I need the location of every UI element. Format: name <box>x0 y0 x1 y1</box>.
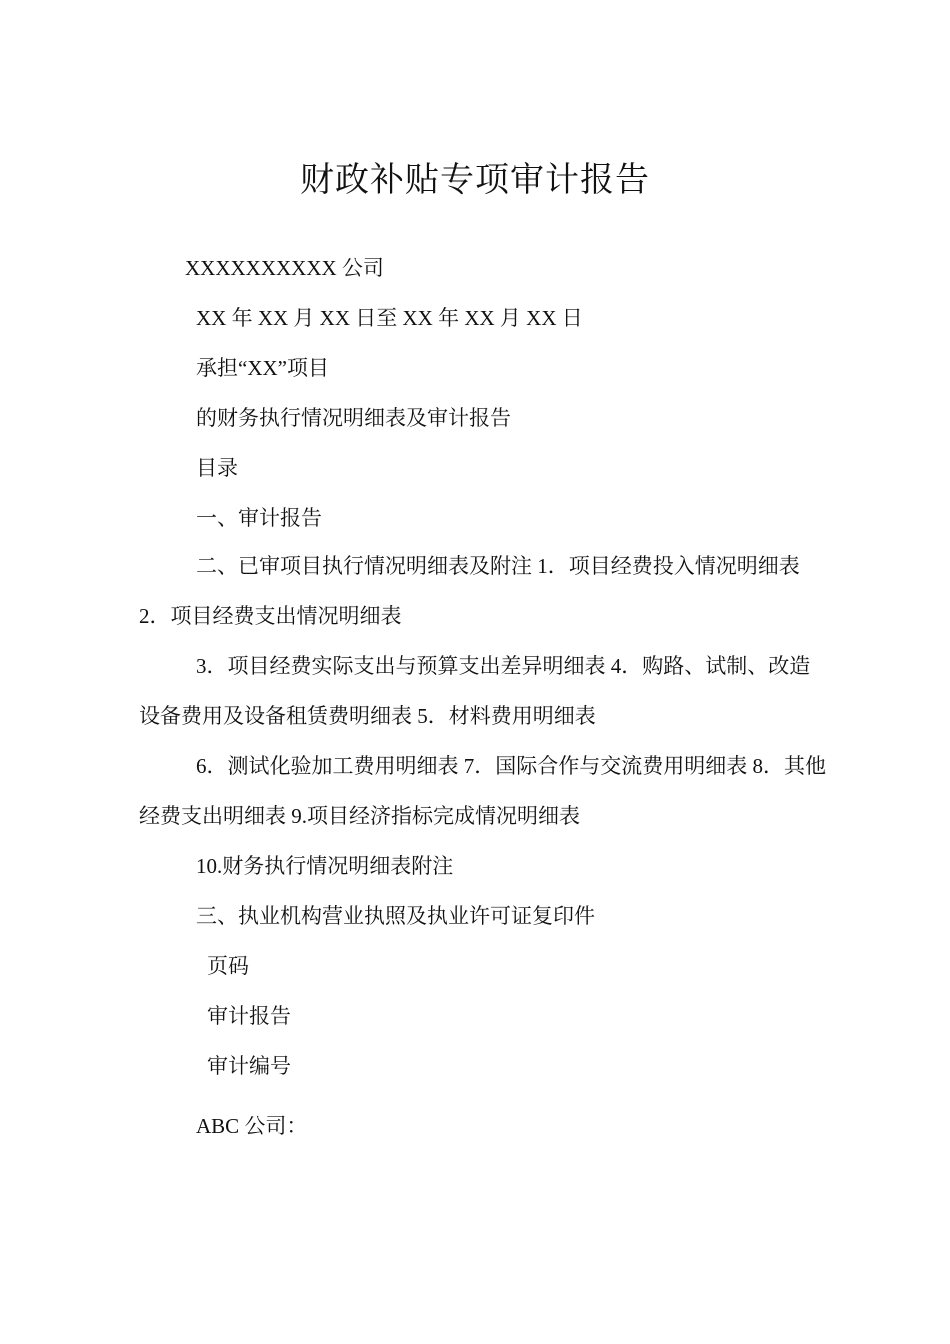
toc-item-audit-report: 一、审计报告 <box>196 506 322 530</box>
document-subtitle: 的财务执行情况明细表及审计报告 <box>196 406 511 430</box>
toc-item-schedules-continued-2: 6．测试化验加工费用明细表 7．国际合作与交流费用明细表 8．其他经费支出明细表 9.项目经济指标完成情况明细表 <box>139 754 826 828</box>
toc-item-schedules-continued: 3．项目经费实际支出与预算支出差异明细表 4．购路、试制、改造设备费用及设备租赁费明细表 5．材料费用明细表 <box>139 654 811 728</box>
audit-number-label: 审计编号 <box>207 1054 291 1078</box>
project-name: 承担“XX”项目 <box>196 356 329 380</box>
addressee: ABC 公司： <box>196 1114 308 1138</box>
toc-item-notes: 10.财务执行情况明细表附注 <box>196 854 454 878</box>
document-title: 财政补贴专项审计报告 <box>300 162 650 199</box>
company-name: XXXXXXXXXX 公司 <box>185 256 384 280</box>
page-number-label: 页码 <box>207 954 249 978</box>
audit-period: XX 年 XX 月 XX 日至 XX 年 XX 月 XX 日 <box>196 306 583 330</box>
audit-report-heading: 审计报告 <box>207 1004 291 1028</box>
toc-heading: 目录 <box>196 456 238 480</box>
toc-item-licenses: 三、执业机构营业执照及执业许可证复印件 <box>196 904 595 928</box>
toc-item-schedules: 二、已审项目执行情况明细表及附注 1．项目经费投入情况明细表 2．项目经费支出情况明细表 <box>139 554 800 628</box>
